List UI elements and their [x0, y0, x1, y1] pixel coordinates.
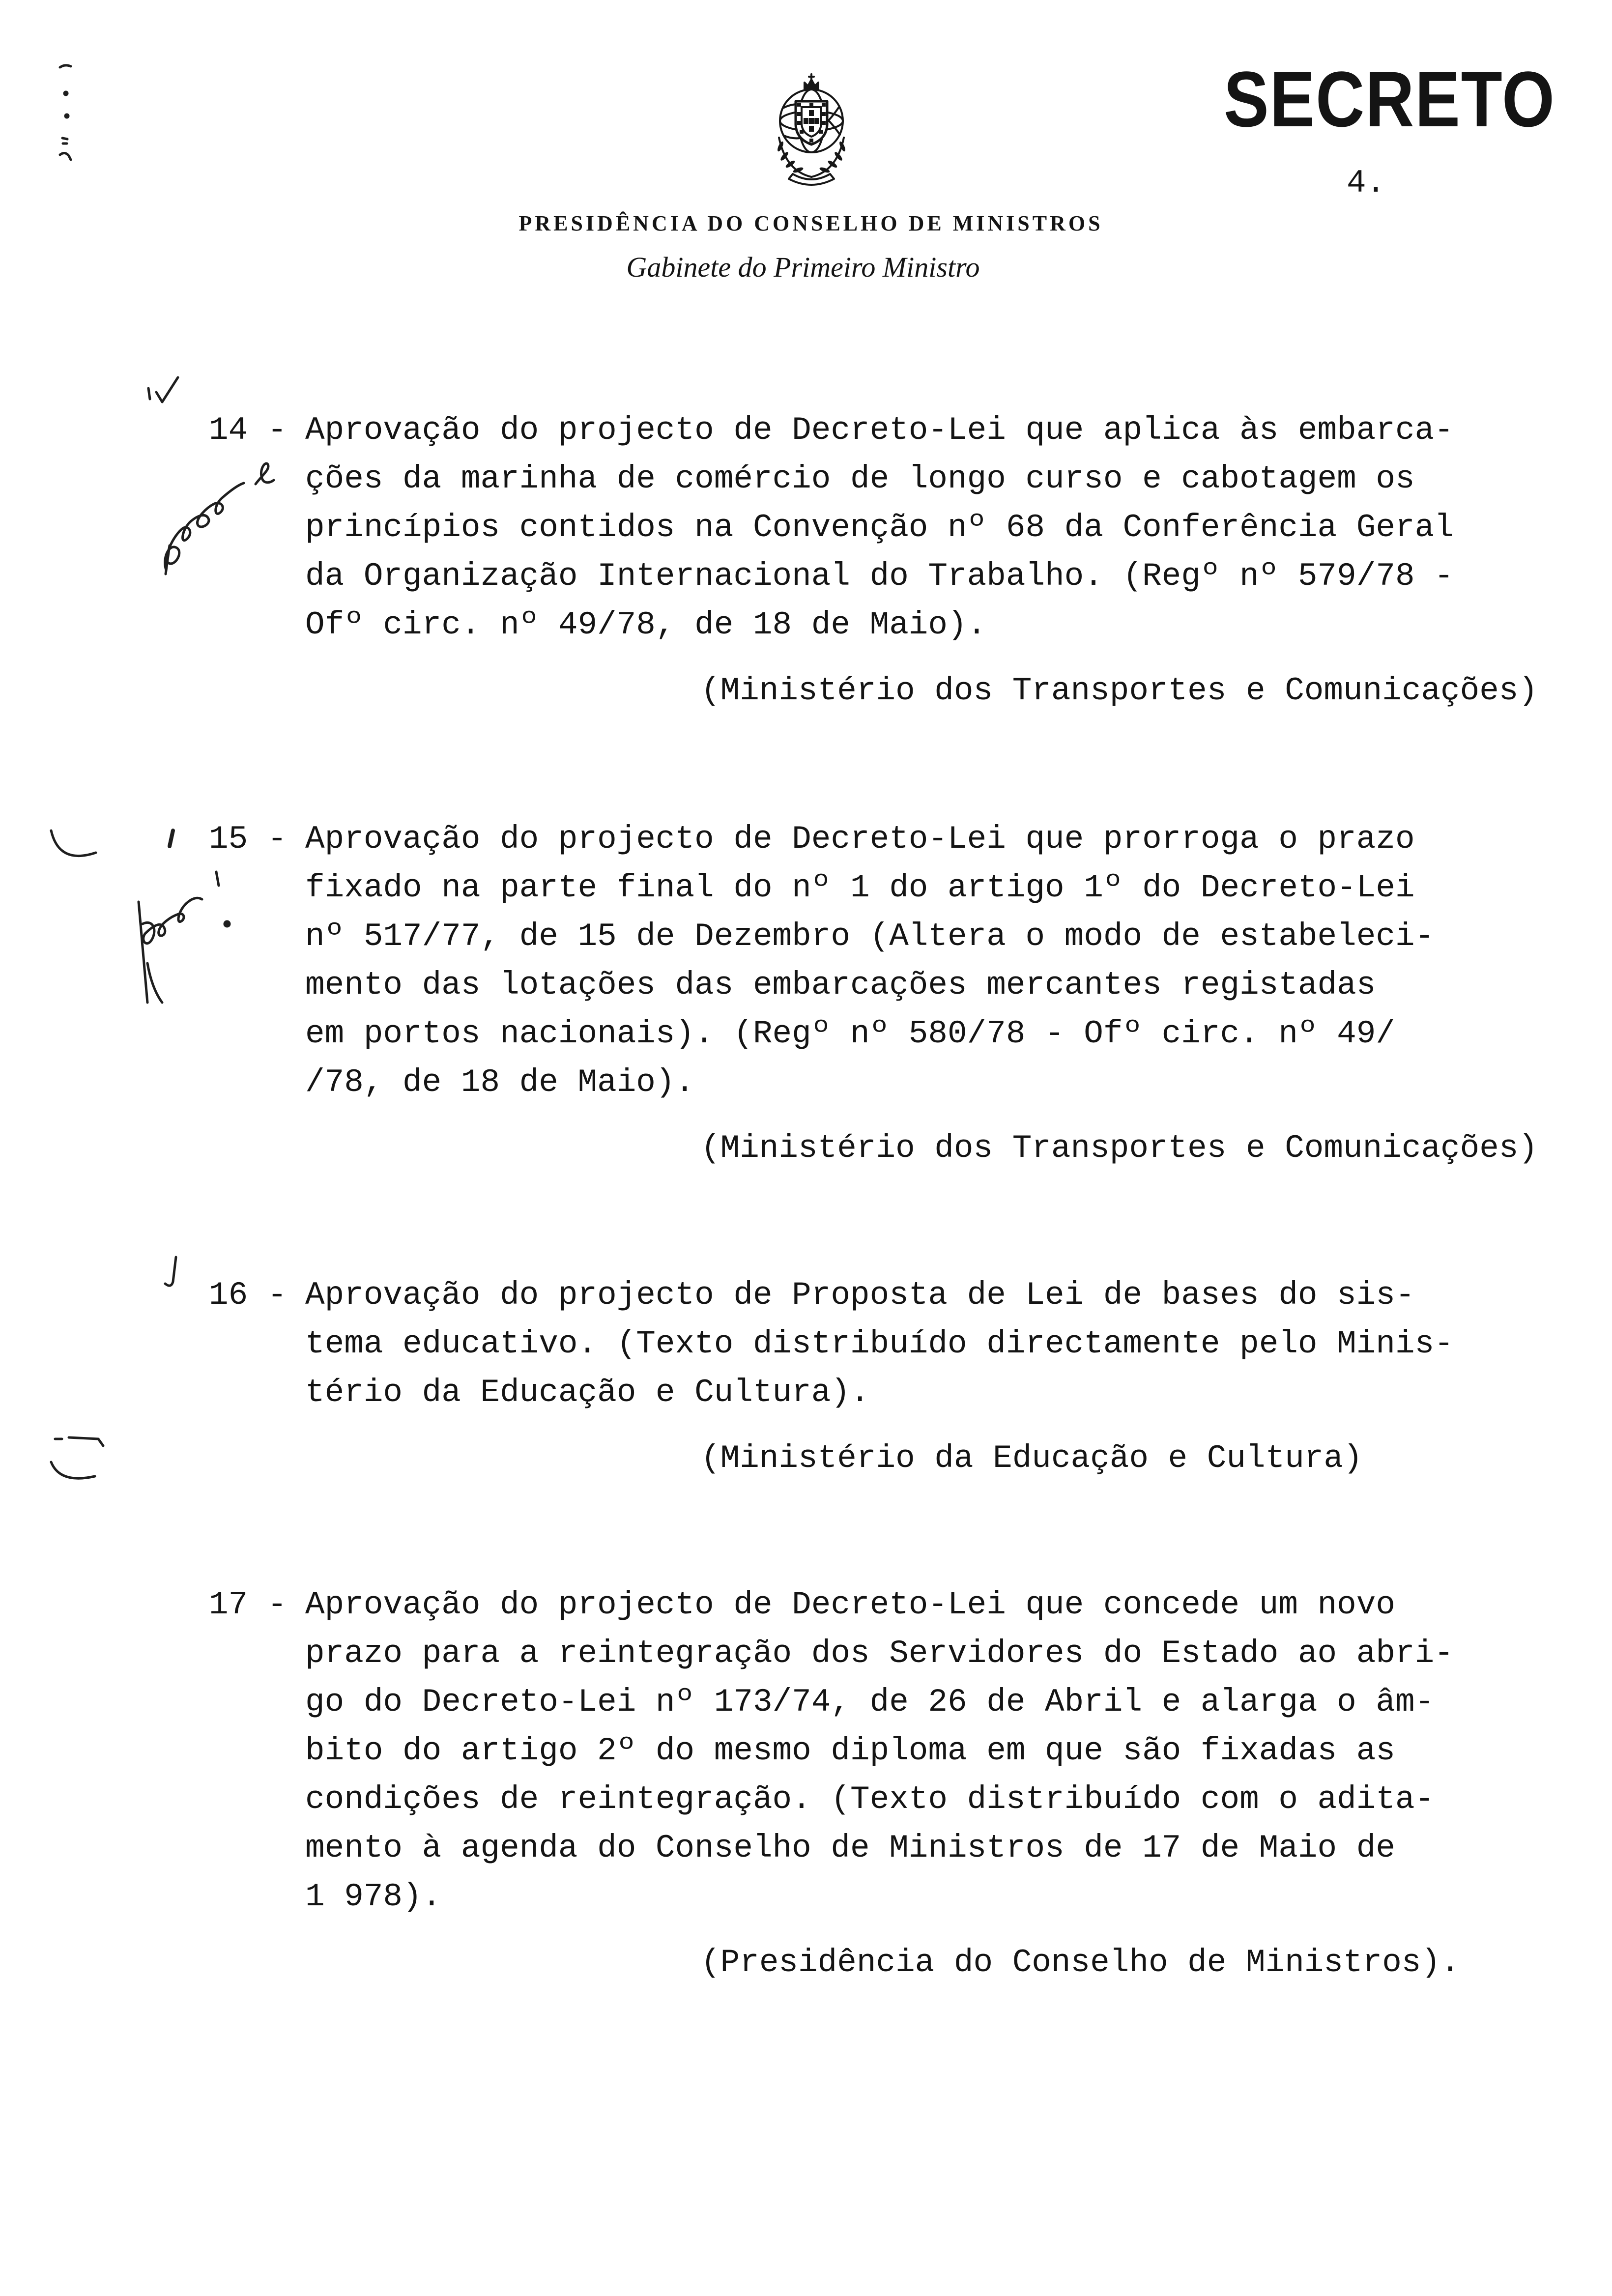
item-line: 1 978). — [305, 1878, 442, 1915]
responsible-ministry: (Ministério dos Transportes e Comunicações) — [701, 672, 1538, 709]
item-line: Aprovação do projecto de Decreto-Lei que concede um novo — [305, 1586, 1395, 1623]
item-separator: - — [267, 1277, 287, 1314]
item-body — [305, 1580, 1460, 1987]
item-number: 17 — [209, 1586, 248, 1623]
coat-of-arms-icon — [762, 73, 861, 191]
item-line: mento das lotações das embarcações mercantes registadas — [305, 967, 1376, 1004]
item-number: 16 — [209, 1277, 248, 1314]
item-line: nº 517/77, de 15 de Dezembro (Altera o modo de estabeleci- — [305, 918, 1435, 955]
item-line: tério da Educação e Cultura). — [305, 1374, 870, 1411]
item-line: Ofº circ. nº 49/78, de 18 de Maio). — [305, 606, 987, 643]
page-number: 4. — [1347, 165, 1386, 201]
item-separator: - — [267, 1586, 287, 1623]
item-line: Aprovação do projecto de Decreto-Lei que aplica às embarca- — [305, 412, 1454, 449]
responsible-ministry: (Presidência do Conselho de Ministros). — [701, 1944, 1460, 1981]
item-line: Aprovação do projecto de Proposta de Lei de bases do sis- — [305, 1277, 1415, 1314]
margin-arrow-icon — [51, 1437, 103, 1478]
tick-mark-icon — [170, 831, 173, 846]
item-line: princípios contidos na Convenção nº 68 da Conferência Geral — [305, 509, 1454, 546]
institution-heading: PRESIDÊNCIA DO CONSELHO DE MINISTROS — [518, 211, 1103, 235]
item-body — [305, 1271, 1454, 1483]
handwritten-j-mark-icon — [165, 1257, 176, 1286]
classification-stamp: SECRETO — [1224, 55, 1555, 143]
item-body — [305, 406, 1538, 715]
item-line: prazo para a reintegração dos Servidores do Estado ao abri- — [305, 1635, 1454, 1672]
item-line: /78, de 18 de Maio). — [305, 1064, 695, 1101]
handwritten-initials-item-15 — [139, 872, 230, 1003]
item-line: ções da marinha de comércio de longo curso e cabotagem os — [305, 460, 1415, 497]
item-line: Aprovação do projecto de Decreto-Lei que prorroga o prazo — [305, 821, 1415, 858]
responsible-ministry: (Ministério dos Transportes e Comunicações) — [701, 1130, 1538, 1167]
item-line: da Organização Internacional do Trabalho. (Regº nº 579/78 - — [305, 558, 1454, 595]
item-line: condições de reintegração. (Texto distribuído com o adita- — [305, 1781, 1435, 1818]
top-margin-marks-icon — [60, 65, 71, 160]
item-line: go do Decreto-Lei nº 173/74, de 26 de Abril e alarga o âm- — [305, 1684, 1435, 1721]
item-body — [305, 815, 1538, 1173]
item-line: fixado na parte final do nº 1 do artigo 1º do Decreto-Lei — [305, 869, 1415, 906]
item-separator: - — [267, 821, 287, 858]
margin-bracket-icon — [51, 831, 96, 856]
check-mark-icon — [148, 377, 178, 402]
item-number: 14 — [209, 412, 248, 449]
item-separator: - — [267, 412, 287, 449]
responsible-ministry: (Ministério da Educação e Cultura) — [701, 1440, 1363, 1477]
office-subheading: Gabinete do Primeiro Ministro — [626, 251, 980, 283]
handwritten-initials-item-14 — [165, 463, 274, 574]
item-line: tema educativo. (Texto distribuído directamente pelo Minis- — [305, 1325, 1454, 1362]
item-number: 15 — [209, 821, 248, 858]
item-line: mento à agenda do Conselho de Ministros de 17 de Maio de — [305, 1830, 1395, 1866]
item-line: em portos nacionais). (Regº nº 580/78 - Ofº circ. nº 49/ — [305, 1015, 1395, 1052]
item-line: bito do artigo 2º do mesmo diploma em que são fixadas as — [305, 1732, 1395, 1769]
